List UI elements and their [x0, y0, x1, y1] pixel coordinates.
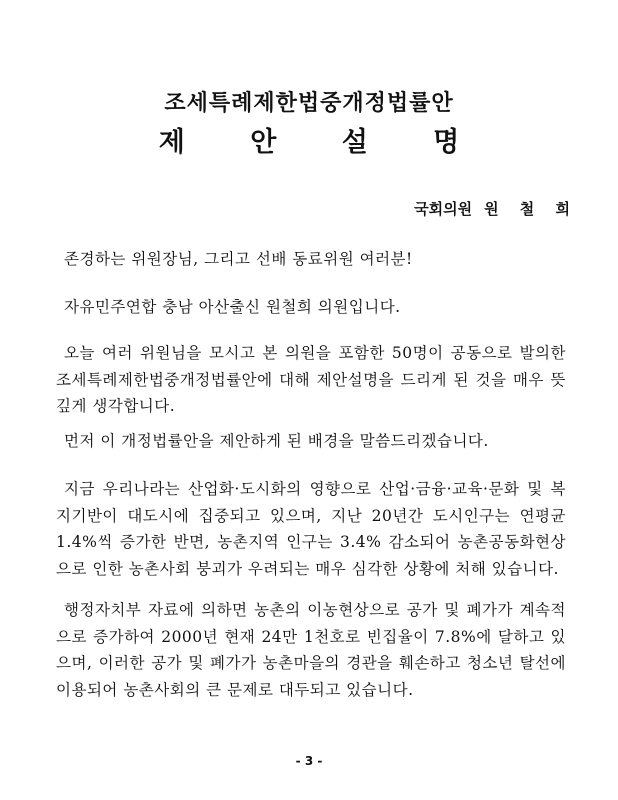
paragraph-purpose: 오늘 여러 위원님을 모시고 본 의원을 포함한 50명이 공동으로 발의한 조세특례제한법중개정법률안에 대해 제안설명을 드리게 된 것을 매우 뜻깊게 생각합니다. — [56, 344, 566, 415]
paragraph-vacant-houses: 행정자치부 자료에 의하면 농촌의 이농현상으로 공가 및 폐가가 계속적으로 증가하여 2000년 현재 24만 1천호로 빈집율이 7.8%에 달하고 있으며, 이러한 공가 및 폐가가 농촌마을의 경관을 훼손하고 청소년 탈선에 이용되어 농촌사회의 큰 문제로 대두되고 있습니다. — [56, 601, 566, 699]
page-number: - 3 - — [295, 754, 323, 768]
paragraph-greeting: 존경하는 위원장님, 그리고 선배 동료위원 여러분! — [64, 250, 413, 268]
author-name: 원 철 희 — [484, 200, 578, 218]
author-line — [414, 198, 578, 219]
paragraph-intro: 자유민주연합 충남 아산출신 원철희 의원입니다. — [64, 298, 401, 316]
author-role: 국회의원 — [414, 200, 473, 218]
document-subtitle: 제 안 설 명 — [158, 127, 488, 158]
document-title: 조세특례제한법중개정법률안 — [164, 90, 454, 116]
paragraph-urbanization: 지금 우리나라는 산업화·도시화의 영향으로 산업·금융·교육·문화 및 복지기반이 대도시에 집중되고 있으며, 지난 20년간 도시인구는 연평균 1.4%씩 증가한 반면, 농촌지역 인구는 3.4% 감소되어 농촌공동화현상으로 인한 농촌사회 붕괴가 우려되는 매우 심각한 상황에 처해 있습니다. — [56, 480, 566, 578]
paragraph-background-intro: 먼저 이 개정법률안을 제안하게 된 배경을 말씀드리겠습니다. — [64, 432, 489, 450]
